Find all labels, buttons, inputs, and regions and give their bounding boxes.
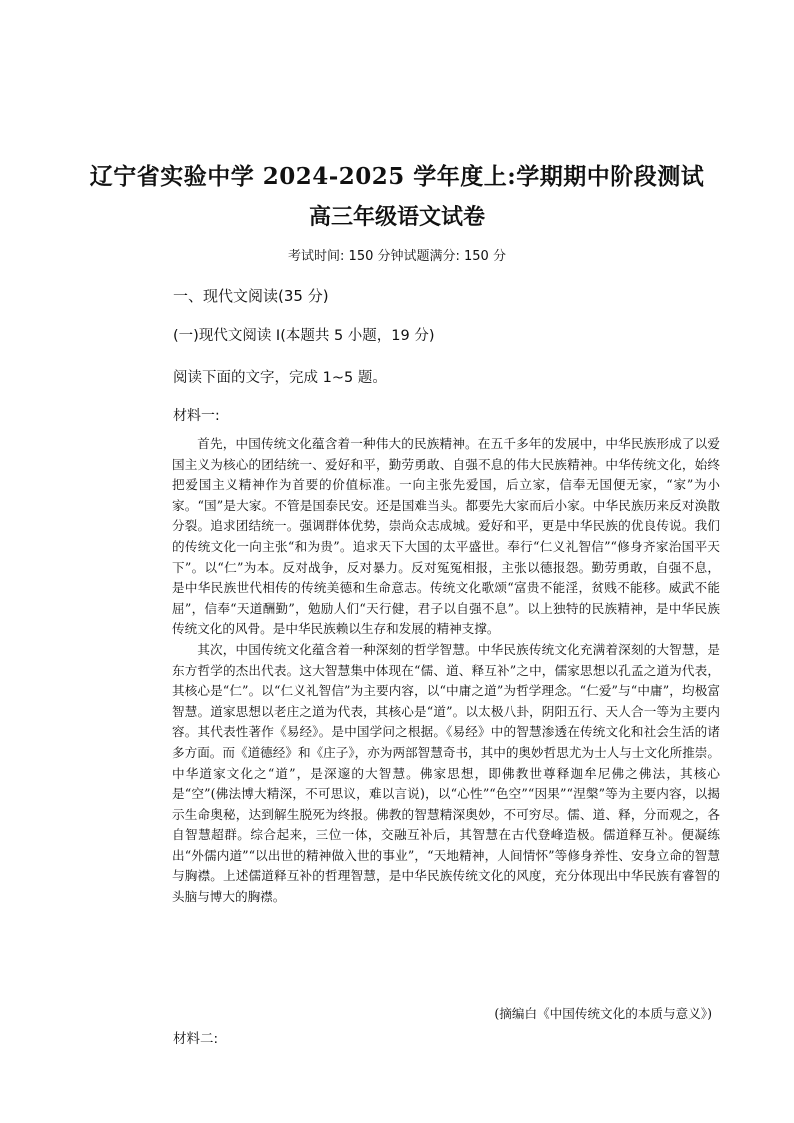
section-heading: 一、现代文阅读(35 分) <box>173 287 329 305</box>
material-one-body <box>172 434 720 908</box>
sub-section-heading: (一)现代文阅读 I(本题共 5 小题，19 分) <box>173 328 435 344</box>
reading-instruction: 阅读下面的文字，完成 1~5 题。 <box>173 370 387 386</box>
exam-title: 辽宁省实验中学 2024-2025 学年度上:学期期中阶段测试 <box>89 163 705 190</box>
material-one-source: (摘编白《中国传统文化的本质与意义》) <box>494 1006 712 1021</box>
exam-subtitle: 高三年级语文试卷 <box>308 204 485 230</box>
material-one-paragraph: 其次，中国传统文化蕴含着一种深刻的哲学智慧。中华民族传统文化充满着深刻的大智慧，是东方哲学的杰出代表。这大智慧集中体现在“儒、道、释互补”之中，儒家思想以孔孟之道为代表，其核心是“仁”。以“仁义礼智信”为主要内容，以“中庸之道”为哲学理念。“仁爱”与“中庸”，均极富智慧。道家思想以老庄之道为代表，其核心是“道”。以太极八卦，阴阳五行、天人合一等为主要内容。其代表性著作《易经》。是中国学问之根据。《易经》中的智慧渗透在传统文化和社会生活的诸多方面。而《道德经》和《庄子》，亦为两部智慧奇书，其中的奥妙哲思尤为士人与士文化所推崇。中华道家文化之“道”，是深邃的大智慧。佛家思想，即佛教世尊释迦牟尼佛之佛法，其核心是“空”(佛法博大精深，不可思议，难以言说)，以“心性”“色空”“因果”“涅槃”等为主要内容，以揭示生命奥秘，达到解生脱死为终报。佛教的智慧精深奥妙，不可穷尽。儒、道、释，分而观之，各自智慧超群。综合起来，三位一体，交融互补后，其智慧在古代登峰造极。儒道释互补。便凝练出“外儒内道”“以出世的精神做入世的事业”，“天地精神，人间情怀”等修身养性、安身立命的智慧与胸襟。上述儒道释互补的哲理智慧，是中华民族传统文化的风度，充分体现出中华民族有睿智的头脑与博大的胸襟。 <box>172 641 720 905</box>
material-one-label: 材料一: <box>173 408 220 424</box>
material-one-paragraph: 首先，中国传统文化蕴含着一种伟大的民族精神。在五千多年的发展中，中华民族形成了以爱国主义为核心的团结统一、爱好和平，勤劳勇敢、自强不息的伟大民族精神。中华传统文化，始终把爱国主义精神作为首要的价值标准。一向主张先爱国，后立家，信奉无国便无家，“家”为小家。“国”是大家。不管是国泰民安。还是国难当头。都要先大家而后小家。中华民族历来反对涣散分裂。追求团结统一。强调群体优势，崇尚众志成城。爱好和平，更是中华民族的优良传说。我们的传统文化一向主张“和为贵”。追求天下大国的太平盛世。奉行“仁义礼智信”“修身齐家治国平天下”。以“仁”为本。反对战争，反对暴力。反对冤冤相报，主张以德报怨。勤劳勇敢，自强不息，是中华民族世代相传的传统美德和生命意志。传统文化歌颂“富贵不能淫，贫贱不能移。威武不能屈”，信奉“天道酬勤”，勉励人们“天行健，君子以自强不息”。以上独特的民族精神，是中华民族传统文化的风骨。是中华民族赖以生存和发展的精神支撑。 <box>172 436 720 637</box>
exam-info: 考试时间: 150 分钟试题满分: 150 分 <box>288 249 506 264</box>
material-two-label: 材料二: <box>173 1031 219 1047</box>
